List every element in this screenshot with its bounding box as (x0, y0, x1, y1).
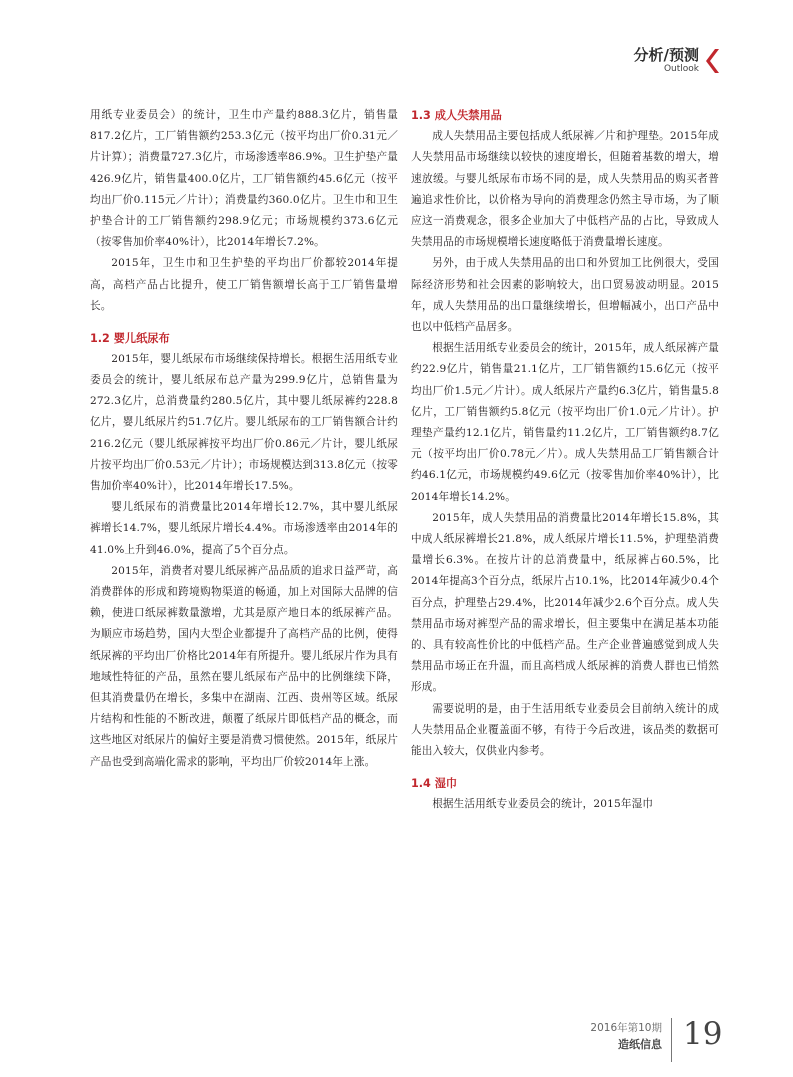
right-column (411, 105, 719, 815)
paragraph: 需要说明的是，由于生活用纸专业委员会目前纳入统计的成人失禁用品企业覆盖面不够，有待于今后改进，该品类的数据可能出入较大，仅供业内参考。 (411, 702, 719, 758)
left-column (90, 105, 398, 773)
paragraph: 根据生活用纸专业委员会的统计，2015年，成人纸尿裤产量约22.9亿片，销售量21.1亿片，工厂销售额约15.6亿元（按平均出厂价1.5元／片计）。成人纸尿片产量约6.3亿片，销售量5.8亿片，工厂销售额约5.8亿元（按平均出厂价1.0元／片计）。护理垫产量约12.1亿片，销售量约11.2亿片，工厂销售额约8.7亿元（按平均出厂价0.78元／片）。成人失禁用品工厂销售额合计约46.1亿元，市场规模约49.6亿元（按零售加价率40%计），比2014年增长14.2%。 (411, 342, 719, 503)
paragraph: 2015年，卫生巾和卫生护垫的平均出厂价都较2014年提高，高档产品占比提升，使工厂销售额增长高于工厂销售量增长。 (90, 257, 398, 312)
chevron-left-icon (704, 47, 720, 75)
magazine-name: 造纸信息 (618, 1038, 662, 1051)
section-subtitle: Outlook (663, 64, 699, 74)
section-heading: 1.4 湿巾 (411, 776, 458, 790)
paragraph: 用纸专业委员会）的统计，卫生巾产量约888.3亿片，销售量817.2亿片，工厂销售额约253.3亿元（按平均出厂价0.31元／片计算）；消费量727.3亿片，市场渗透率86.9%。卫生护垫产量426.9亿片，销售量400.0亿片，工厂销售额约45.6亿元（按平均出厂价0.115元／片计）；消费量约360.0亿片。卫生巾和卫生护垫合计的工厂销售额约298.9亿元；市场规模约373.6亿元（按零售加价率40%计），比2014年增长7.2%。 (90, 109, 398, 249)
paragraph: 2015年，婴儿纸尿布市场继续保持增长。根据生活用纸专业委员会的统计，婴儿纸尿布总产量为299.9亿片，总销售量为272.3亿片，总消费量约280.5亿片，其中婴儿纸尿裤约228.8亿片，婴儿纸尿片约51.7亿片。婴儿纸尿布的工厂销售额合计约216.2亿元（婴儿纸尿裤按平均出厂价0.86元／片计，婴儿纸尿片按平均出厂价0.53元／片计）；市场规模达到313.8亿元（按零售加价率40%计），比2014年增长17.5%。 (90, 352, 398, 493)
page-number: 19 (683, 1016, 723, 1052)
issue-label: 2016年第10期 (590, 1022, 662, 1034)
footer-divider (671, 1018, 672, 1062)
section-heading: 1.3 成人失禁用品 (411, 109, 502, 122)
section-heading: 1.2 婴儿纸尿布 (90, 331, 170, 345)
paragraph: 根据生活用纸专业委员会的统计，2015年湿巾 (432, 798, 654, 811)
paragraph: 另外，由于成人失禁用品的出口和外贸加工比例很大，受国际经济形势和社会因素的影响较大，出口贸易波动明显。2015年，成人失禁用品的出口量继续增长，但增幅减小，出口产品中也以中低档产品居多。 (411, 257, 719, 334)
paragraph: 2015年，消费者对婴儿纸尿裤产品品质的追求日益严苛，高消费群体的形成和跨境购物渠道的畅通，加上对国际大品牌的信赖，使进口纸尿裤数量激增，尤其是原产地日本的纸尿裤产品。为顺应市场趋势，国内大型企业都提升了高档产品的比例，使得纸尿裤的平均出厂价格比2014年有所提升。婴儿纸尿片作为具有地域性特征的产品，虽然在婴儿纸尿布产品中的比例继续下降，但其消费量仍在增长，多集中在湖南、江西、贵州等区域。纸尿片结构和性能的不断改进，颠覆了纸尿片即低档产品的概念，而这些地区对纸尿片的偏好主要是消费习惯使然。2015年，纸尿片产品也受到高端化需求的影响，平均出厂价较2014年上涨。 (90, 564, 398, 768)
paragraph: 成人失禁用品主要包括成人纸尿裤／片和护理垫。2015年成人失禁用品市场继续以较快的速度增长，但随着基数的增大，增速放缓。与婴儿纸尿布市场不同的是，成人失禁用品的购买者普遍追求性价比，以价格为导向的消费理念仍然主导市场，为了顺应这一消费观念，很多企业加大了中低档产品的占比，导致成人失禁用品的市场规模增长速度略低于消费量增长速度。 (411, 130, 719, 249)
section-title: 分析/预测 (633, 46, 699, 64)
paragraph: 2015年，成人失禁用品的消费量比2014年增长15.8%，其中成人纸尿裤增长21.8%，成人纸尿片增长11.5%，护理垫消费量增长6.3%。在按片计的总消费量中，纸尿裤占60.5%，比2014年提高3个百分点，纸尿片占10.1%，比2014年减少0.4个百分点，护理垫占29.4%，比2014年减少2.6个百分点。成人失禁用品市场对裤型产品的需求增长，但主要集中在满足基本功能的、具有较高性价比的中低档产品。生产企业普遍感觉到成人失禁用品市场正在升温，而且高档成人纸尿裤的消费人群也已悄然形成。 (411, 511, 719, 694)
paragraph: 婴儿纸尿布的消费量比2014年增长12.7%，其中婴儿纸尿裤增长14.7%，婴儿纸尿片增长4.4%。市场渗透率由2014年的41.0%上升到46.0%，提高了5个百分点。 (90, 501, 398, 556)
